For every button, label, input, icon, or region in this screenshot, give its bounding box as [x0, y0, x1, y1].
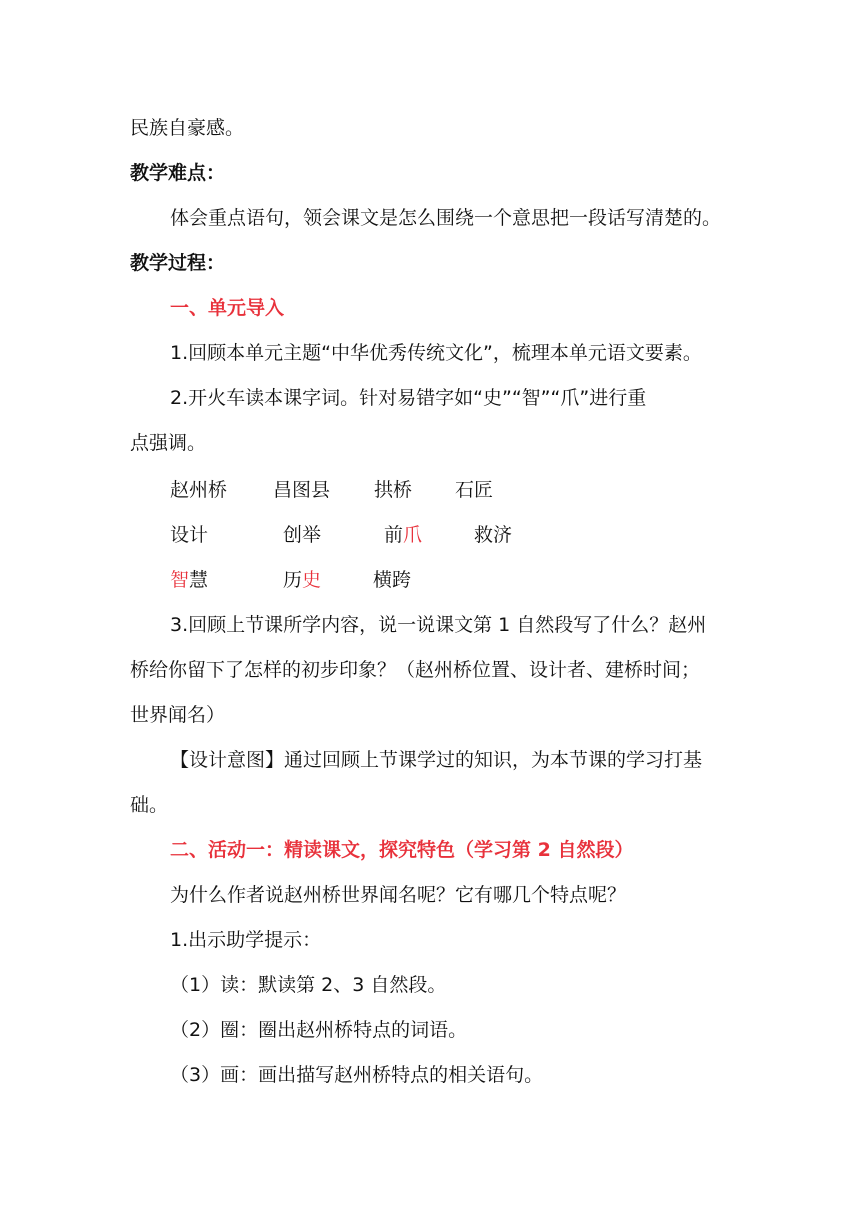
vocab-word: 慧 [189, 569, 209, 591]
word-row-2 [0, 522, 860, 548]
highlighted-char: 史 [302, 569, 322, 591]
vocab-word: 石匠 [455, 479, 494, 501]
paragraph-line: 2.开火车读本课字词。针对易错字如“史”“智”“爪”进行重 [170, 387, 647, 409]
section-heading-activity-one: 二、活动一：精读课文，探究特色（学习第 2 自然段） [170, 839, 634, 861]
word-row-3 [0, 567, 860, 593]
hint-item: （3）画：画出描写赵州桥特点的相关语句。 [170, 1064, 544, 1086]
paragraph-line: 桥给你留下了怎样的初步印象？（赵州桥位置、设计者、建桥时间； [130, 659, 701, 681]
paragraph-line: 体会重点语句，领会课文是怎么围绕一个意思把一段话写清楚的。 [170, 207, 722, 229]
paragraph-line: 1.回顾本单元主题“中华优秀传统文化”，梳理本单元语文要素。 [170, 342, 702, 364]
highlighted-char: 爪 [403, 524, 423, 546]
vocab-word: 昌图县 [273, 479, 331, 501]
hint-item: （2）圈：圈出赵州桥特点的词语。 [170, 1019, 468, 1041]
hint-item: （1）读：默读第 2、3 自然段。 [170, 974, 447, 996]
paragraph-line: 1.出示助学提示： [170, 929, 322, 951]
vocab-word: 救济 [474, 524, 513, 546]
paragraph-line: 民族自豪感。 [130, 117, 245, 139]
vocab-word: 创举 [283, 524, 322, 546]
vocab-word: 设计 [170, 524, 209, 546]
vocab-word: 横跨 [373, 569, 412, 591]
vocab-word: 前 [384, 524, 404, 546]
word-row-1 [0, 477, 860, 503]
section-heading-unit-intro: 一、单元导入 [170, 297, 285, 319]
vocab-word: 赵州桥 [170, 479, 228, 501]
design-intent-line: 【设计意图】通过回顾上节课学过的知识，为本节课的学习打基 [170, 749, 703, 771]
paragraph-line: 3.回顾上节课所学内容，说一说课文第 1 自然段写了什么？赵州 [170, 614, 707, 636]
vocab-word: 历 [283, 569, 303, 591]
paragraph-line: 础。 [130, 794, 169, 816]
paragraph-line: 为什么作者说赵州桥世界闻名呢？它有哪几个特点呢？ [170, 884, 627, 906]
heading-teaching-process: 教学过程： [130, 252, 226, 274]
heading-teaching-difficulty: 教学难点： [130, 162, 226, 184]
vocab-word: 拱桥 [374, 479, 413, 501]
paragraph-line: 世界闻名） [130, 704, 226, 726]
paragraph-line: 点强调。 [130, 432, 207, 454]
highlighted-char: 智 [170, 569, 190, 591]
